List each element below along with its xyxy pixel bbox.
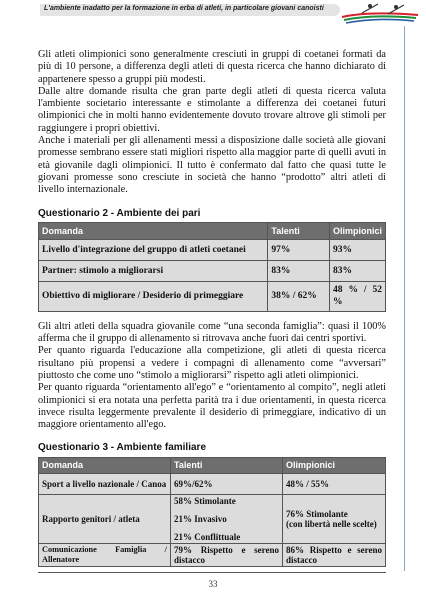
main-content	[38, 49, 386, 567]
column-header: Domanda	[39, 222, 268, 239]
cell-line: 58% Stimolante	[174, 495, 236, 506]
table-cell: 48 % / 52 %	[329, 282, 385, 312]
table-row	[39, 543, 386, 566]
table-row	[39, 240, 386, 261]
cell-line: 21% Invasivo	[174, 513, 227, 524]
table-cell: Rapporto genitori / atleta	[39, 494, 171, 543]
table-row	[39, 282, 386, 312]
table-cell: Obiettivo di migliorare / Desiderio di primeggiare	[39, 282, 268, 312]
table-row	[39, 473, 386, 494]
margin-rule	[404, 26, 405, 571]
column-header: Domanda	[39, 457, 171, 473]
paragraph: Gli altri atleti della squadra giovanile come “una seconda famiglia”: quasi il 100% afferma che il gruppo di allenamento si ritrovava anche fuori dai centri sportivi.	[38, 320, 386, 345]
table-cell: Livello d'integrazione del gruppo di atleti coetanei	[39, 240, 268, 261]
table-cell: Comunicazione Famiglia / Allenatore	[39, 543, 171, 566]
questionario-3-title: Questionario 3 - Ambiente familiare	[38, 442, 207, 454]
questionario-3-table	[38, 457, 386, 567]
cell-line: (con libertà nelle scelte)	[286, 518, 377, 529]
table-cell: 69%/62%	[171, 473, 283, 494]
table-cell: 86% Rispetto e sereno distacco	[283, 543, 386, 566]
footer-rule	[38, 572, 386, 573]
table-row	[39, 494, 386, 543]
table-cell: 38% / 62%	[268, 282, 330, 312]
paragraph: Gli atleti olimpionici sono generalmente cresciuti in gruppi di coetanei formati da più di 10 persone, a differenza degli atleti di questa ricerca che hanno dichiarato di appartenere spesso a gruppi più modesti.	[38, 49, 386, 85]
table-header-row	[39, 457, 386, 473]
table-cell: Partner: stimolo a migliorarsi	[39, 261, 268, 282]
table-header-row	[39, 222, 386, 239]
column-header: Talenti	[268, 222, 330, 239]
table-cell: 93%	[329, 240, 385, 261]
table-cell: 79% Rispetto e sereno distacco	[171, 543, 283, 566]
cell-line: 21% Conflittuale	[174, 531, 241, 542]
table-cell: Sport a livello nazionale / Canoa	[39, 473, 171, 494]
running-title: L'ambiente inadatto per la formazione in erba di atleti, in particolare giovani canoisti	[44, 5, 324, 12]
table-cell: 83%	[268, 261, 330, 282]
questionario-2-title: Questionario 2 - Ambiente dei pari	[38, 207, 201, 219]
column-header: Talenti	[171, 457, 283, 473]
paragraph: Per quanto riguarda l'educazione alla competizione, gli atleti di questa ricerca risultano più propensi a vedere i compagni di allenamento come “avversari” piuttosto che come uno “stimolo a migliorarsi” rispetto agli atleti olimpionici.	[38, 345, 386, 381]
canoe-logo-icon	[340, 2, 420, 24]
paragraph: Anche i materiali per gli allenamenti messi a disposizione dalle società alle giovani promesse sembrano essere stati migliori rispetto alla maggior parte di quelli avuti in età giovanile dagli olimpionici. Il tutto è confermato dal fatto che quasi tutte le giovani promesse sono cresciute in società che hanno “prodotto” altri atleti di livello internazionale.	[38, 135, 386, 196]
cell-line: 76% Stimolante	[286, 508, 348, 519]
paragraph: Per quanto riguarda “orientamento all'ego” e “orientamento al compito”, negli atleti olimpionici si era notata una perfetta parità tra i due orientamenti, in questa ricerca invece risulta leggermente prevalente il desiderio di primeggiare, indicativo di un maggiore orientamento all'ego.	[38, 382, 386, 431]
table-cell: 97%	[268, 240, 330, 261]
table-cell	[283, 494, 386, 543]
table-cell: 48% / 55%	[283, 473, 386, 494]
paragraph: Dalle altre domande risulta che gran parte degli atleti di questa ricerca valuta l'ambiente societario interessante e stimolante a differenza dei coetanei futuri olimpionici che in molti hanno evidentemente dovuto trovare altrove gli stimoli per raggiungere i propri obiettivi.	[38, 85, 386, 134]
column-header: Olimpionici	[329, 222, 385, 239]
column-header: Olimpionici	[283, 457, 386, 473]
table-cell: 83%	[329, 261, 385, 282]
table-cell	[171, 494, 283, 543]
questionario-2-table	[38, 222, 386, 312]
page-number: 33	[208, 579, 218, 589]
table-row	[39, 261, 386, 282]
